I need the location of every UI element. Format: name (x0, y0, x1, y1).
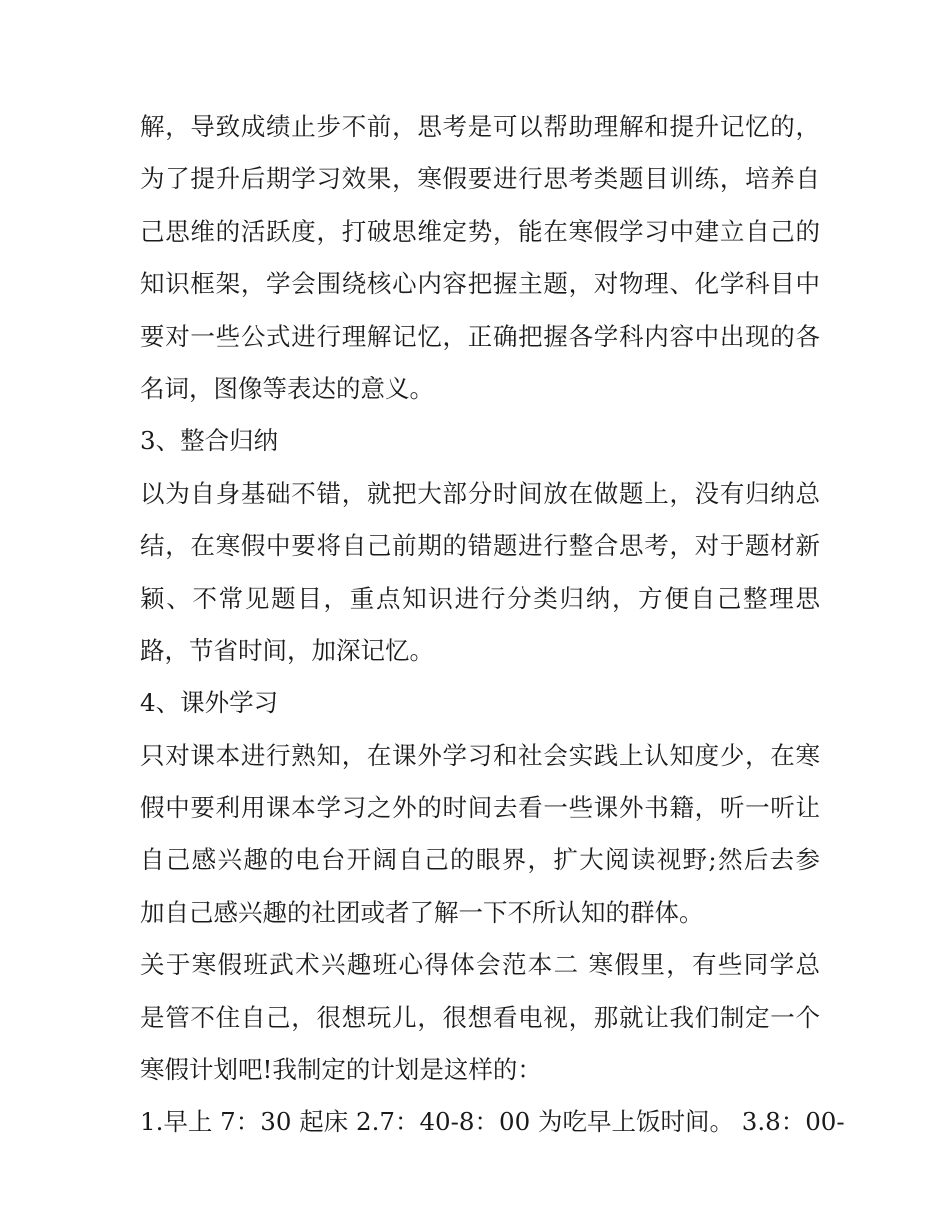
paragraph-line: 1.早上 7：30 起床 2.7：40-8：00 为吃早上饭时间。 3.8：00- (140, 1107, 845, 1137)
paragraph-line: 自己感兴趣的电台开阔自己的眼界，扩大阅读视野;然后去参 (140, 845, 820, 875)
paragraph-line: 加自己感兴趣的社团或者了解一下不所认知的群体。 (140, 897, 704, 927)
paragraph-line: 解，导致成绩止步不前，思考是可以帮助理解和提升记忆的， (140, 112, 820, 141)
paragraph-line: 颖、不常见题目，重点知识进行分类归纳，方便自己整理思 (140, 583, 820, 613)
section-heading: 4、课外学习 (140, 688, 279, 718)
paragraph-line: 结，在寒假中要将自己前期的错题进行整合思考，对于题材新 (140, 531, 820, 561)
paragraph-line: 只对课本进行熟知，在课外学习和社会实践上认知度少，在寒 (140, 740, 820, 770)
paragraph-line: 是管不住自己，很想玩儿，很想看电视，那就让我们制定一个 (140, 1002, 820, 1032)
paragraph-line: 知识框架，学会围绕核心内容把握主题，对物理、化学科目中 (140, 269, 820, 299)
paragraph-line: 为了提升后期学习效果，寒假要进行思考类题目训练，培养自 (140, 164, 820, 194)
document-body (140, 101, 845, 1149)
paragraph-line: 名词，图像等表达的意义。 (140, 373, 434, 403)
paragraph-line: 寒假计划吧!我制定的计划是这样的： (140, 1055, 542, 1085)
paragraph-line: 以为自身基础不错，就把大部分时间放在做题上，没有归纳总 (140, 478, 820, 508)
paragraph-line: 要对一些公式进行理解记忆，正确把握各学科内容中出现的各 (140, 321, 820, 351)
section-heading: 3、整合归纳 (140, 426, 279, 456)
paragraph-line: 己思维的活跃度，打破思维定势，能在寒假学习中建立自己的 (140, 216, 820, 246)
paragraph-line: 路，节省时间，加深记忆。 (140, 635, 434, 665)
paragraph-line: 假中要利用课本学习之外的时间去看一些课外书籍，听一听让 (140, 793, 820, 823)
paragraph-line: 关于寒假班武术兴趣班心得体会范本二 寒假里，有些同学总 (140, 950, 820, 980)
